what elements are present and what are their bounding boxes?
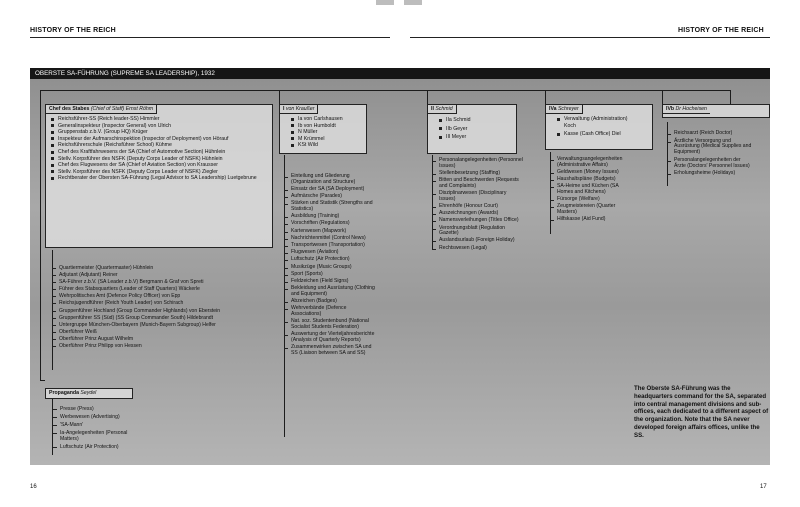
list-item: Kartenwesen (Mapwork) xyxy=(288,229,376,235)
list-item: Hilfskasse (Aid Fund) xyxy=(554,217,634,223)
dept-ii-sublist xyxy=(436,158,524,253)
list-item: Stellv. Korpsführer des NSFK (Deputy Corps Leader of NSFK) Hühnlein xyxy=(50,156,270,163)
list-item: Gruppenstab z.b.V. (Group HQ) Krüger xyxy=(50,129,270,136)
list-item: Reichsarzt (Reich Doctor) xyxy=(671,131,753,137)
list-item: Adjutant (Adjutant) Reiner xyxy=(56,272,276,278)
col5-sublist-rail xyxy=(667,122,668,186)
list-item: Führer des Stabsquartiers (Leader of Staff Quarters) Wäckerle xyxy=(56,286,276,292)
list-item: M Krümmel xyxy=(290,136,364,143)
header-right: HISTORY OF THE REICH xyxy=(678,27,764,34)
connector-col1 xyxy=(40,90,41,380)
col4-sublist-rail xyxy=(550,152,551,234)
list-item: Luftschutz (Air Protection) xyxy=(288,257,376,263)
chart-title: OBERSTE SA-FÜHRUNG (SUPREME SA LEADERSHIP), 1932 xyxy=(30,68,770,79)
dept-ivb-sublist xyxy=(671,131,753,179)
chart-caption: The Oberste SA-Führung was the headquarters command for the SA, separated into central management divisions and sub-offices, each dedicated to a different aspect of the organization. Note that the SA never developed foreign affairs offices, unlike the SS. xyxy=(634,385,769,439)
dept-i-box xyxy=(279,104,367,154)
list-item: Verwaltung (Administration) Koch xyxy=(556,116,630,129)
header-left: HISTORY OF THE REICH xyxy=(30,27,116,34)
list-item: Musikzüge (Music Groups) xyxy=(288,265,376,271)
list-item: Oberführer Weiß xyxy=(56,329,276,335)
list-item: Quartiermeister (Quartermaster) Hühnlein xyxy=(56,265,276,271)
list-item: SA-Führer z.b.V. (SA Leader z.b.V) Bergmann & Graf von Spreti xyxy=(56,279,276,285)
chief-of-staff-title: Chef des Stabes (Chief of Staff) Ernst Röhm xyxy=(46,105,157,114)
list-item: Stellv. Korpsführer des NSFK (Deputy Corps Leader of NSFK) Ziegler xyxy=(50,169,270,176)
list-item: Inspekteur der Aufmarschinspektion (Inspector of Deployment) von Hörauf xyxy=(50,136,270,143)
header-rule-right xyxy=(410,37,770,38)
list-item: Oberführer Prinz August Wilhelm xyxy=(56,336,276,342)
chief-of-staff-box xyxy=(45,104,273,248)
chief-of-staff-sublist xyxy=(56,265,276,350)
header-rule-left xyxy=(30,37,390,38)
top-mark-left xyxy=(376,0,394,5)
list-item: Ia-Angelegenheiten (Personal Matters) xyxy=(57,430,130,442)
col3-sublist-rail xyxy=(432,155,433,250)
list-item: Ia von Carlshausen xyxy=(290,116,364,123)
dept-ii-title: II Schmid xyxy=(428,105,457,114)
list-item: Einteilung und Gliederung (Organization and Structure) xyxy=(288,174,376,185)
list-item: SA-Heime und Küchen (SA Homes and Kitchens) xyxy=(554,184,634,195)
list-item: Chef des Flugwesens der SA (Chief of Aviation Section) von Krausser xyxy=(50,162,270,169)
list-item: III Meyer xyxy=(438,134,512,141)
connector-col4 xyxy=(545,90,546,104)
dept-iva-title: IVa Schreyer xyxy=(546,105,583,114)
list-item: Aufmärsche (Parades) xyxy=(288,194,376,200)
list-item: IIa Schmid xyxy=(438,117,512,124)
list-item: IIb Geyer xyxy=(438,126,512,133)
list-item: Ausbildung (Training) xyxy=(288,214,376,220)
list-item: Stärken und Statistik (Strengths and Statistics) xyxy=(288,201,376,212)
list-item: Kasse (Cash Office) Diel xyxy=(556,131,645,138)
list-item: N Müller xyxy=(290,129,364,136)
list-item: Auszeichnungen (Awards) xyxy=(436,211,524,217)
connector-col3 xyxy=(427,90,428,104)
list-item: Presse (Press) xyxy=(57,406,227,412)
list-item: Ehrenhöfe (Honour Court) xyxy=(436,204,524,210)
connector-col5 xyxy=(662,90,663,104)
dept-iva-sublist xyxy=(554,157,634,225)
dept-ivb-box xyxy=(662,104,770,118)
list-item: Einsatz der SA (SA Deployment) xyxy=(288,187,376,193)
list-item: Wehrverbände (Defence Associations) xyxy=(288,306,376,317)
propaganda-title: Propaganda Seydel xyxy=(49,390,97,396)
list-item: Erholungsheime (Holidays) xyxy=(671,171,753,177)
list-item: Bekleidung und Ausrüstung (Clothing and Equipment) xyxy=(288,286,376,297)
list-item: Feldzeichen (Field Signs) xyxy=(288,279,376,285)
dept-i-sublist xyxy=(288,174,376,358)
list-item: Luftschutz (Air Protection) xyxy=(57,444,227,450)
dept-iva-box xyxy=(545,104,653,150)
list-item: Zusammenwirken zwischen SA und SS (Liaison between SA and SS) xyxy=(288,345,376,356)
list-item: Gruppenführer Hochland (Group Commander Highlands) von Eberstein xyxy=(56,308,276,314)
connector-propaganda xyxy=(40,380,45,381)
propaganda-box xyxy=(45,388,133,399)
dept-ii-box xyxy=(427,104,517,154)
list-item: Verwaltungsangelegenheiten (Administrative Affairs) xyxy=(554,157,634,168)
list-item: Vorschriften (Regulations) xyxy=(288,221,376,227)
list-item: Chef des Kraftfahrwesens der SA (Chief of Automotive Section) Hühnlein xyxy=(50,149,270,156)
list-item: Geldwesen (Money Issues) xyxy=(554,170,634,176)
connector-col5-stub xyxy=(730,90,731,104)
list-item: Wehrpolitisches Amt (Defence Policy Officer) von Epp xyxy=(56,293,276,299)
list-item: Auslandsurlaub (Foreign Holiday) xyxy=(436,238,524,244)
list-item: Verordnungsblatt (Regulation Gazette) xyxy=(436,226,524,237)
list-item: Personalangelegenheiten der Ärzte (Doctors' Personnel Issues) xyxy=(671,158,753,169)
list-item: Nat. soz. Studentenbund (National Socialist Students Federation) xyxy=(288,319,376,330)
list-item: Stellenbesetzung (Staffing) xyxy=(436,171,524,177)
list-item: Werbewesen (Advertising) xyxy=(57,414,227,420)
page-number-right: 17 xyxy=(760,484,767,490)
list-item: Gruppenführer SS (Süd) (SS Group Commander South) Hildebrandt xyxy=(56,315,276,321)
list-item: Rechtswesen (Legal) xyxy=(436,246,524,252)
list-item: Personalangelegenheiten (Personnel Issues) xyxy=(436,158,524,169)
list-item: Untergruppe München-Oberbayern (Munich-Bayern Subgroup) Helfer xyxy=(56,322,276,328)
list-item: Ib von Humboldt xyxy=(290,123,364,130)
list-item: KSt Wild xyxy=(290,142,364,149)
list-item: Disziplinarwesen (Disciplinary Issues) xyxy=(436,191,524,202)
list-item: Zeugmeistereien (Quarter Masters) xyxy=(554,204,634,215)
list-item: 'SA-Mann' xyxy=(57,422,227,428)
list-item: Nachrichtenmittel (Control News) xyxy=(288,236,376,242)
list-item: Generalinspekteur (Inspector General) von Ulrich xyxy=(50,123,270,130)
list-item: Bitten und Beschwerden (Requests and Complaints) xyxy=(436,178,524,189)
list-item: Reichsjugendführer (Reich Youth Leader) von Schirach xyxy=(56,300,276,306)
dept-i-title: I von Kraußer xyxy=(280,105,318,114)
list-item: Auswertung der Vierteljahresberichte (Analysis of Quarterly Reports) xyxy=(288,332,376,343)
list-item: Oberführer Prinz Philipp von Hessen xyxy=(56,343,276,349)
list-item: Sport (Sports) xyxy=(288,272,376,278)
connector-col2 xyxy=(279,90,280,104)
page-number-left: 16 xyxy=(30,484,37,490)
list-item: Rechtberater der Obersten SA-Führung (Legal Advisor to SA Leadership) Luetgebrune xyxy=(50,175,270,182)
list-item: Reichsführer-SS (Reich leader-SS) Himmler xyxy=(50,116,270,123)
list-item: Namensverleihungen (Titles Office) xyxy=(436,218,524,224)
list-item: Transportwesen (Transportation) xyxy=(288,243,376,249)
list-item: Haushaltspläne (Budgets) xyxy=(554,177,634,183)
connector-top-bar xyxy=(40,90,730,91)
top-mark-right xyxy=(404,0,422,5)
list-item: Ärztliche Versorgung und Ausrüstung (Medical Supplies and Equipment) xyxy=(671,139,753,156)
dept-ivb-title: IVb Dr Hocheisen xyxy=(663,105,710,114)
list-item: Reichsführerschule (Reichsführer School) Kühme xyxy=(50,142,270,149)
list-item: Flugwesen (Aviation) xyxy=(288,250,376,256)
list-item: Fürsorge (Welfare) xyxy=(554,197,634,203)
list-item: Abzeichen (Badges) xyxy=(288,299,376,305)
propaganda-sublist xyxy=(57,406,227,452)
